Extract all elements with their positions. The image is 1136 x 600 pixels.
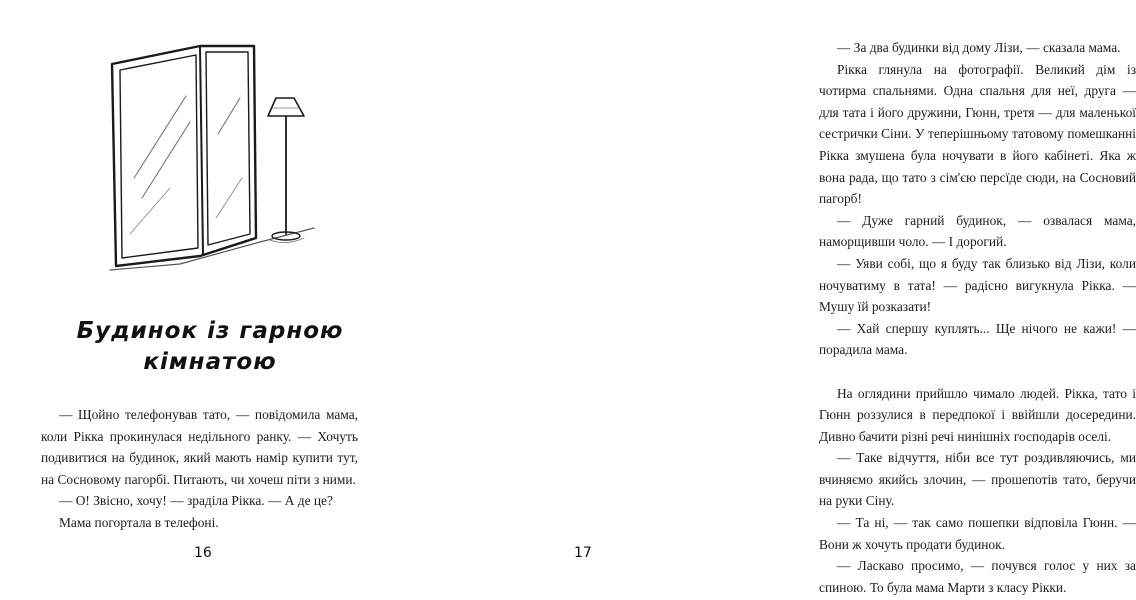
chapter-title (60, 316, 360, 378)
paragraph: Мама погортала в телефоні. (59, 514, 219, 530)
paragraph: — Дуже гарний будинок, — озвалася мама, наморщивши чоло. — І дорогий. (819, 212, 1136, 250)
window-and-floor-lamp-sketch-icon (100, 38, 320, 288)
paragraph: — Уяви собі, що я буду так близько від Лізи, коли ночуватиму в тата! — радісно вигукнула Рікка. — Мушу їй розказати! (819, 255, 1136, 315)
page-number-right: 17 (574, 545, 592, 561)
right-page-body-text (819, 37, 1136, 598)
paragraph: — О! Звісно, хочу! — зраділа Рікка. — А де це? (59, 493, 333, 509)
paragraph: — Хай спершу куплять... Ще нічого не кажи! — порадила мама. (819, 320, 1136, 358)
right-page (392, 0, 1136, 600)
paragraph: Рікка глянула на фотографії. Великий дім із чотирма спальнями. Одна спальня для неї, друга — для тата і його дружини, Гюнн, третя — для маленької сестрички Сіни. У теперішньому татовому помешканні Рікка змушена була ночувати в його кабінеті. Яка ж вона рада, що тато з сім'єю персїде сюди, на Сосновий пагорб! (819, 61, 1136, 207)
chapter-title-line-1: Будинок із гарною (76, 318, 344, 344)
paragraph: На оглядини прийшло чимало людей. Рікка, тато і Гюнн роззулися в передпокої і ввійшли досередини. Дивно бачити різні речі нинішніх господарів оселі. (819, 385, 1136, 444)
chapter-title-line-2: кімнатою (143, 349, 277, 375)
section-break (819, 361, 1136, 383)
paragraph: — Щойно телефонував тато, — повідомила мама, коли Рікка прокинулася недільного ранку. — Хочуть подивитися на будинок, який мають намір купити тут, на Сосновому пагорбі. Питають, чи хочеш піти з ними. (41, 407, 358, 487)
left-page (0, 0, 392, 600)
paragraph: — Ласкаво просимо, — почувся голос у них за спиною. То була мама Марти з класу Рікки. (819, 558, 1136, 595)
paragraph: — Таке відчуття, ніби все тут роздивляючись, ми вчиняємо якийсь злочин, — прошепотів тато, беручи на руки Сіну. (819, 450, 1136, 509)
paragraph: — Та ні, — так само пошепки відповіла Гюнн. — Вони ж хочуть продати будинок. (819, 515, 1136, 552)
page-number-left: 16 (194, 545, 212, 561)
paragraph: — За два будинки від дому Лізи, — сказала мама. (837, 40, 1121, 55)
left-page-body-text (41, 404, 358, 534)
